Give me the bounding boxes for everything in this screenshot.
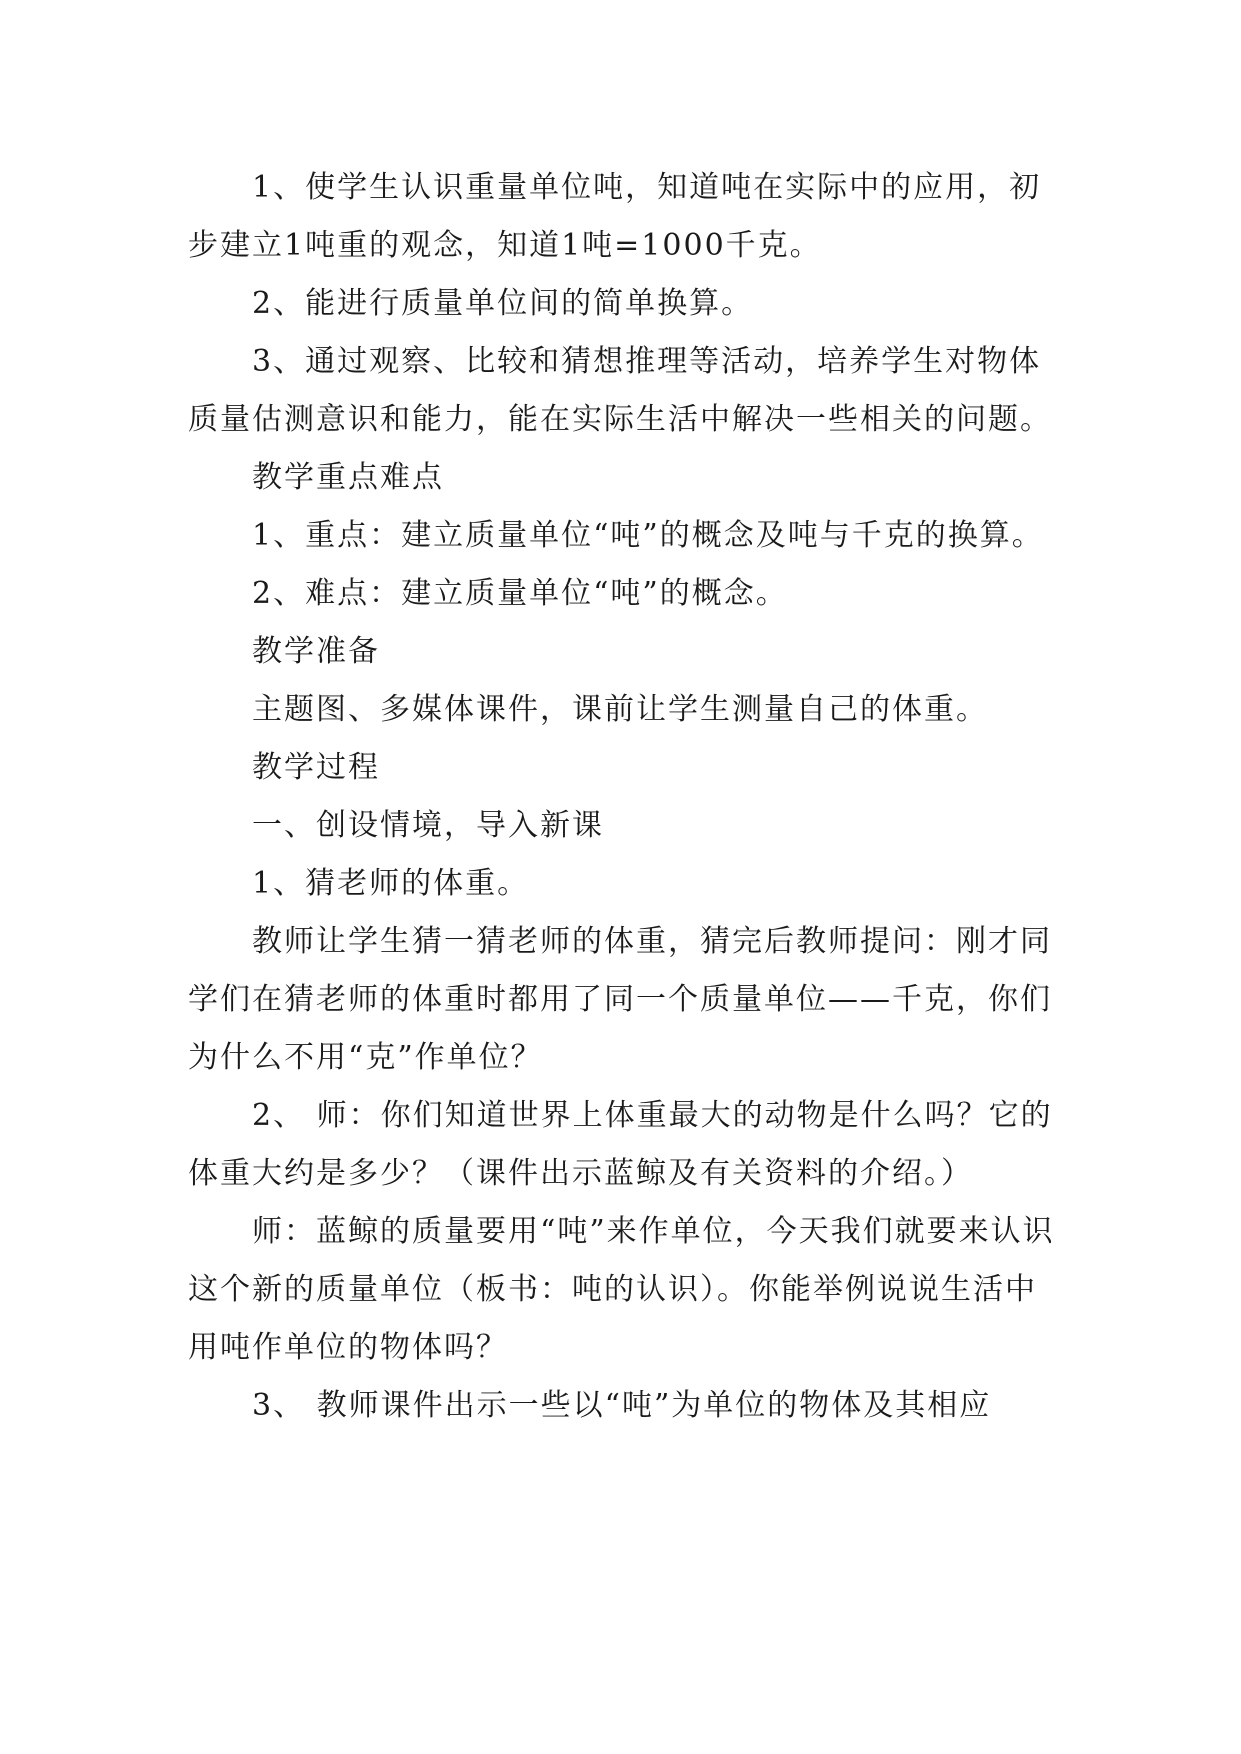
preparation-paragraph: 主题图、多媒体课件，课前让学生测量自己的体重。 xyxy=(252,692,988,727)
section-1-heading: 一、创设情境，导入新课 xyxy=(252,808,604,843)
step-3-paragraph: 3、 教师课件出示一些以“吨”为单位的物体及其相应 xyxy=(252,1388,992,1423)
objective-2-paragraph: 2、能进行质量单位间的简单换算。 xyxy=(252,286,754,321)
objective-3-paragraph: 3、通过观察、比较和猜想推理等活动，培养学生对物体质量估测意识和能力，能在实际生活中解决一些相关的问题。 xyxy=(188,344,1052,437)
blue-whale-paragraph: 师：蓝鲸的质量要用“吨”来作单位，今天我们就要来认识这个新的质量单位（板书：吨的认识）。你能举例说说生活中用吨作单位的物体吗？ xyxy=(188,1214,1055,1365)
objective-1-paragraph: 1、使学生认识重量单位吨，知道吨在实际中的应用，初步建立1吨重的观念，知道1吨=1000千克。 xyxy=(188,170,1042,263)
step-2-paragraph: 2、 师：你们知道世界上体重最大的动物是什么吗？它的体重大约是多少？（课件出示蓝鲸及有关资料的介绍。） xyxy=(188,1098,1053,1191)
key-points-heading: 教学重点难点 xyxy=(252,460,444,495)
document-body xyxy=(188,159,1056,1435)
process-heading: 教学过程 xyxy=(252,750,380,785)
key-point-paragraph: 1、重点：建立质量单位“吨”的概念及吨与千克的换算。 xyxy=(252,518,1044,553)
difficulty-paragraph: 2、难点：建立质量单位“吨”的概念。 xyxy=(252,576,788,611)
teacher-question-paragraph: 教师让学生猜一猜老师的体重，猜完后教师提问：刚才同学们在猜老师的体重时都用了同一个质量单位——千克，你们为什么不用“克”作单位？ xyxy=(188,924,1052,1075)
preparation-heading: 教学准备 xyxy=(252,634,380,669)
step-1-paragraph: 1、猜老师的体重。 xyxy=(252,866,530,901)
